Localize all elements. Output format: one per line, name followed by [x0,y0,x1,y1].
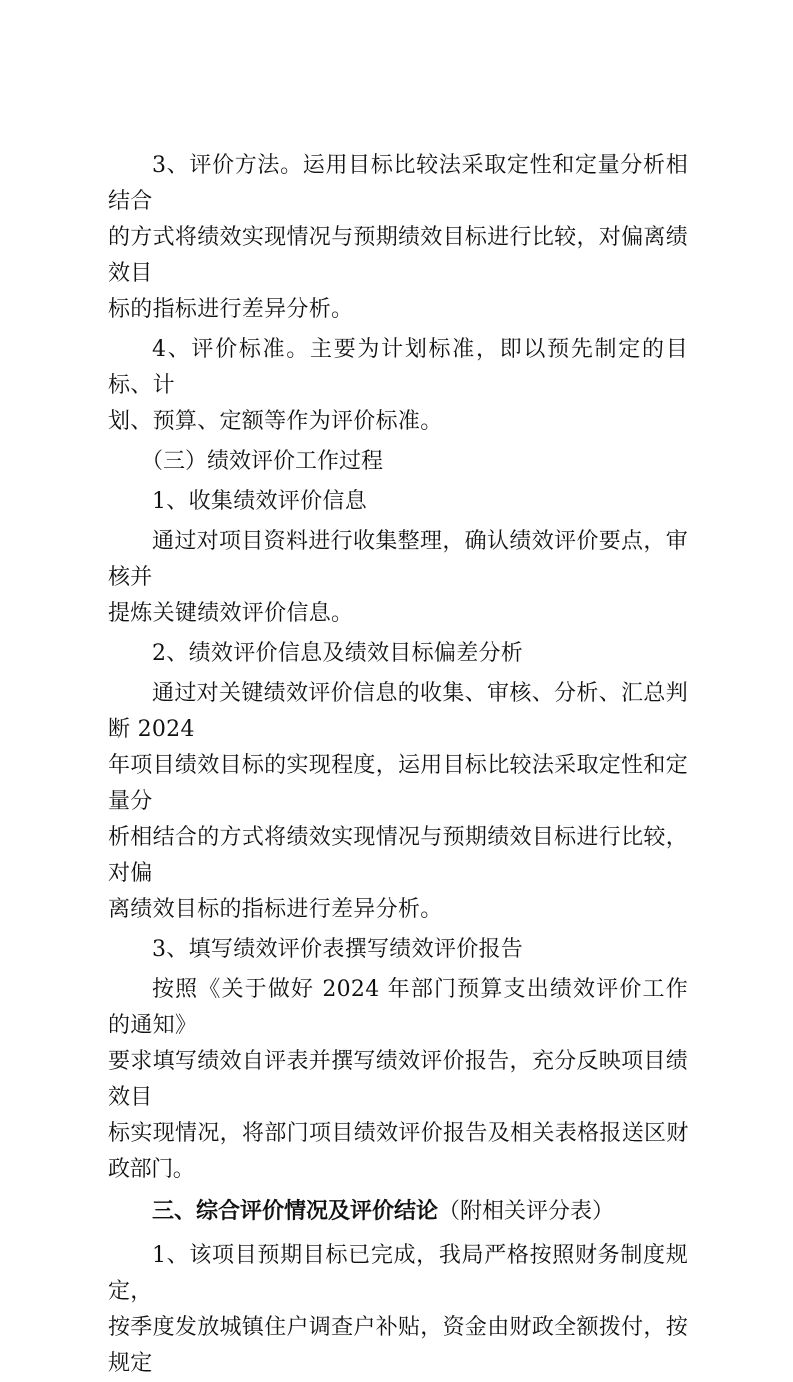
text-line: 按季度发放城镇住户调查户补贴，资金由财政全额拨付，按规定 [108,1315,688,1376]
text-line: 析相结合的方式将绩效实现情况与预期绩效目标进行比较，对偏 [108,825,688,886]
paragraph-report-body [108,972,688,1188]
text-line: 通过对关键绩效评价信息的收集、审核、分析、汇总判断 2024 [108,681,688,742]
text-line: 离绩效目标的指标进行差异分析。 [108,897,443,922]
text-line: 1、收集绩效评价信息 [152,489,367,514]
text-line: 3、填写绩效评价表撰写绩效评价报告 [152,937,524,962]
text-line: 通过对项目资料进行收集整理，确认绩效评价要点，审核并 [108,529,688,590]
paragraph-collect-info-body [108,524,688,632]
text-line: 年项目绩效目标的实现程度，运用目标比较法采取定性和定量分 [108,753,688,814]
paragraph-evaluation-method [108,148,688,328]
paragraph-deviation-title [108,636,688,672]
text-line: （三）绩效评价工作过程 [141,449,384,474]
text-line: 标实现情况，将部门项目绩效评价报告及相关表格报送区财政部门。 [108,1121,688,1182]
paragraph-conclusion-body [108,1238,688,1382]
heading-bold-text: 三、综合评价情况及评价结论 [152,1199,439,1224]
heading-note-text: （附相关评分表） [438,1199,615,1224]
text-line: 3、评价方法。运用目标比较法采取定性和定量分析相结合 [108,153,688,214]
text-line: 要求填写绩效自评表并撰写绩效评价报告，充分反映项目绩效目 [108,1049,688,1110]
document-body [108,148,688,1382]
paragraph-evaluation-standard [108,332,688,440]
text-line: 4、评价标准。主要为计划标准，即以预先制定的目标、计 [108,337,688,398]
text-line: 按照《关于做好 2024 年部门预算支出绩效评价工作的通知》 [108,977,688,1038]
text-line: 的方式将绩效实现情况与预期绩效目标进行比较，对偏离绩效目 [108,225,688,286]
text-line: 1、该项目预期目标已完成，我局严格按照财务制度规定， [108,1243,688,1304]
text-line: 标的指标进行差异分析。 [108,297,354,322]
text-line: 提炼关键绩效评价信息。 [108,601,354,626]
paragraph-collect-info-title [108,484,688,520]
section-heading-process [108,444,688,480]
paragraph-report-title [108,932,688,968]
section-heading-conclusion [108,1192,688,1232]
text-line: 2、绩效评价信息及绩效目标偏差分析 [152,641,524,666]
paragraph-deviation-body [108,676,688,928]
text-line: 划、预算、定额等作为评价标准。 [108,409,443,434]
